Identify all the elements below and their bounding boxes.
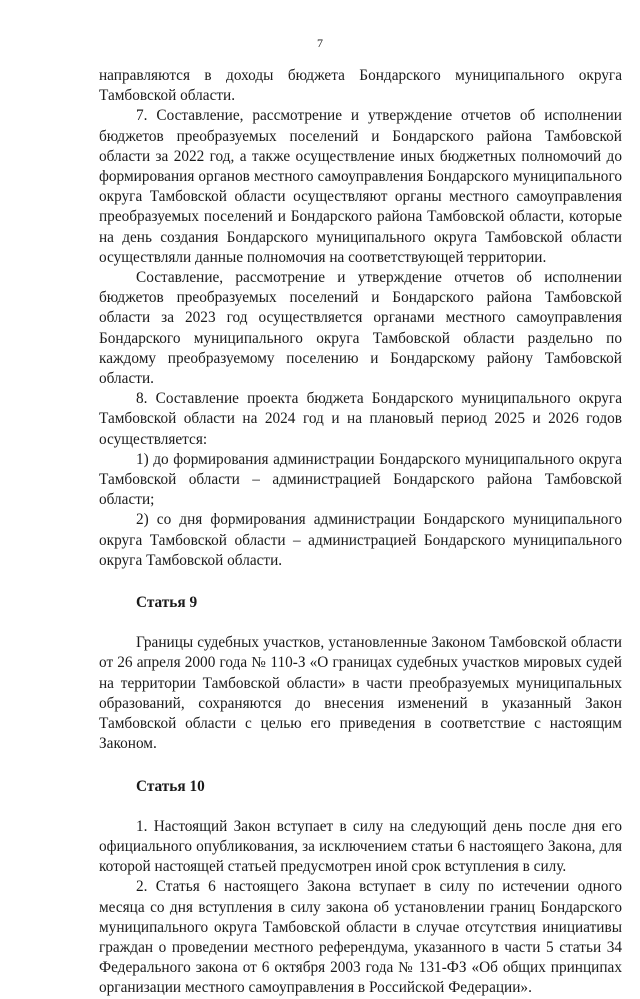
document-body bbox=[99, 66, 622, 999]
article-9-text: Границы судебных участков, установленные Законом Тамбовской области от 26 апреля 2000 года № 110-З «О границах судебных участков мировых судей на территории Тамбовской области» в части преобразуемых муниципальных образований, сохраняются до внесения изменений в указанный Закон Тамбовской области с целью его приведения в соответствие с настоящим Законом. bbox=[99, 634, 622, 753]
paragraph: 1) до формирования администрации Бондарского муниципального округа Тамбовской области – администрацией Бондарского района Тамбовской области; bbox=[99, 450, 622, 509]
paragraph: направляются в доходы бюджета Бондарского муниципального округа Тамбовской области. bbox=[99, 67, 622, 105]
article-9-heading: Статья 9 bbox=[136, 594, 198, 612]
article-10-paragraph: 1. Настоящий Закон вступает в силу на следующий день после дня его официального опубликования, за исключением статьи 6 настоящего Закона, для которой настоящей статьей предусмотрен иной срок вступления в силу. bbox=[99, 817, 622, 876]
paragraph: 8. Составление проекта бюджета Бондарского муниципального округа Тамбовской области на 2024 год и на плановый период 2025 и 2026 годов осуществляется: bbox=[99, 390, 622, 448]
article-10-heading: Статья 10 bbox=[136, 777, 205, 795]
article-10-paragraph: 2. Статья 6 настоящего Закона вступает в силу по истечении одного месяца со дня вступления в силу закона об установлении границ Бондарского муниципального округа Тамбовской области в случае отсутствия инициативы граждан о проведении местного референдума, указанного в части 5 статьи 34 Федерального закона от 6 октября 2003 года № 131-ФЗ «Об общих принципах организации местного самоуправления в Российской Федерации». bbox=[99, 878, 622, 997]
paragraph: Составление, рассмотрение и утверждение отчетов об исполнении бюджетов преобразуемых поселений и Бондарского района Тамбовской области за 2023 год осуществляется органами местного самоуправления Бондарского муниципального округа Тамбовской области раздельно по каждому преобразуемому поселению и Бондарскому району Тамбовской области. bbox=[99, 269, 622, 388]
paragraph: 2) со дня формирования администрации Бондарского муниципального округа Тамбовской области – администрацией Бондарского муниципального округа Тамбовской области. bbox=[99, 511, 622, 569]
page-number: 7 bbox=[317, 36, 323, 50]
paragraph: 7. Составление, рассмотрение и утверждение отчетов об исполнении бюджетов преобразуемых поселений и Бондарского района Тамбовской области за 2022 год, а также осуществление иных бюджетных полномочий до формирования органов местного самоуправления Бондарского муниципального округа Тамбовской области осуществляют органы местного самоуправления преобразуемых поселений и Бондарского района Тамбовской области, которые на день создания Бондарского муниципального округа Тамбовской области осуществляли данные полномочия на соответствующей территории. bbox=[99, 107, 622, 266]
